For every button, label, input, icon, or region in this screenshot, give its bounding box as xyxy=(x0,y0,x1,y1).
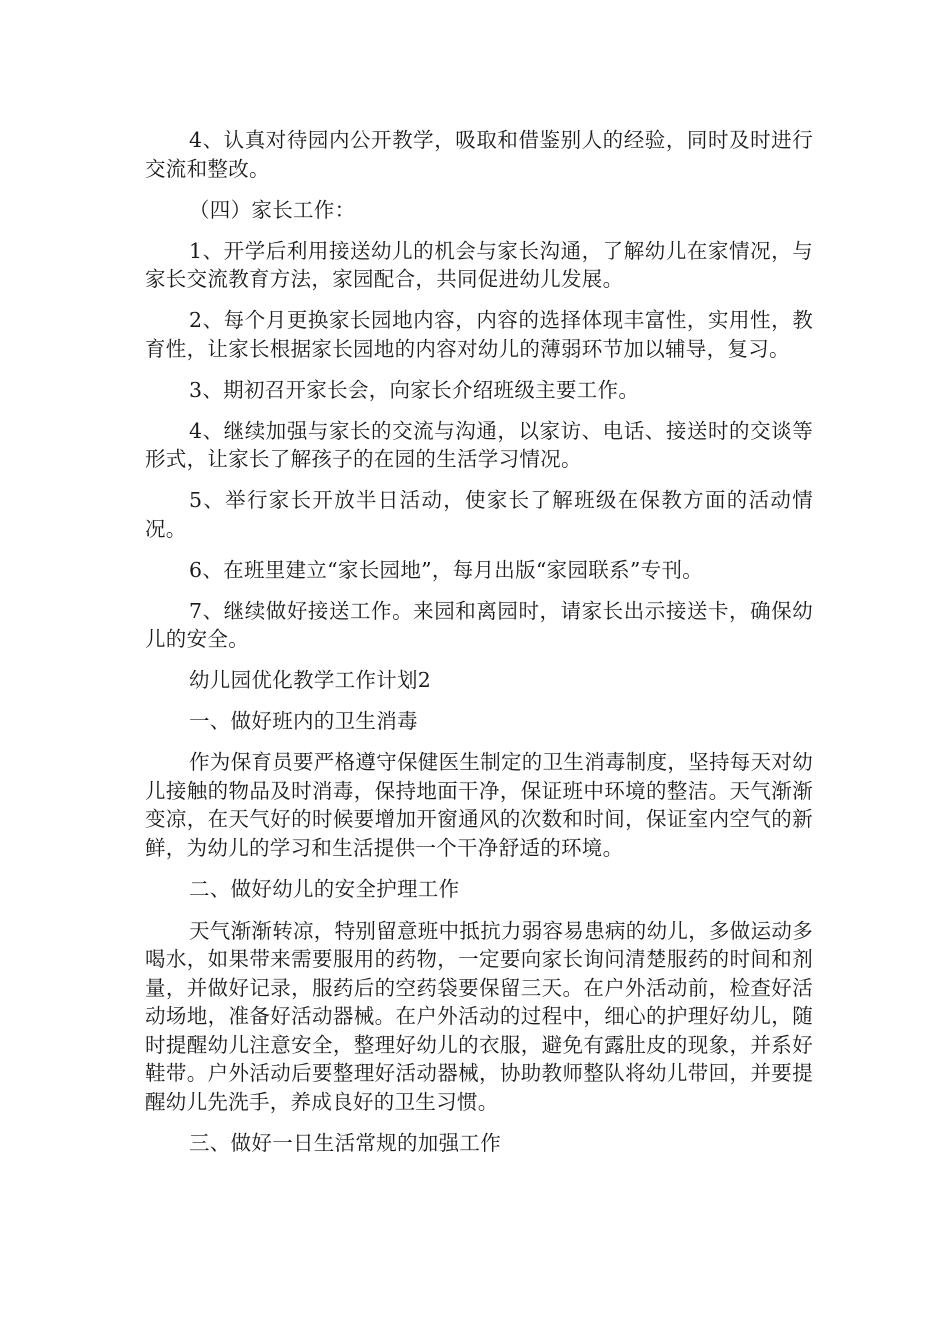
heading-section-1: 一、做好班内的卫生消毒 xyxy=(189,709,418,733)
paragraph-teaching-item-4: 4、认真对待园内公开教学，吸取和借鉴别人的经验，同时及时进行交流和整改。 xyxy=(145,128,813,181)
paragraph-parent-item-4: 4、继续加强与家长的交流与沟通，以家访、电话、接送时的交谈等形式，让家长了解孩子的在园的生活学习情况。 xyxy=(145,418,813,471)
paragraph-parent-item-2: 2、每个月更换家长园地内容，内容的选择体现丰富性，实用性，教育性，让家长根据家长园地的内容对幼儿的薄弱环节加以辅导，复习。 xyxy=(145,308,813,361)
document-title-plan-2: 幼儿园优化教学工作计划2 xyxy=(189,668,432,692)
heading-section-3: 三、做好一日生活常规的加强工作 xyxy=(189,1131,501,1155)
paragraph-parent-item-7: 7、继续做好接送工作。来园和离园时，请家长出示接送卡，确保幼儿的安全。 xyxy=(145,598,813,651)
paragraph-parent-item-1: 1、开学后利用接送幼儿的机会与家长沟通，了解幼儿在家情况，与家长交流教育方法，家园配合，共同促进幼儿发展。 xyxy=(145,238,813,291)
paragraph-parent-item-3: 3、期初召开家长会，向家长介绍班级主要工作。 xyxy=(189,377,640,402)
paragraph-parent-item-6: 6、在班里建立“家长园地”，每月出版“家园联系”专刊。 xyxy=(189,557,704,582)
paragraph-parent-item-5: 5、举行家长开放半日活动，使家长了解班级在保教方面的活动情况。 xyxy=(145,488,813,541)
paragraph-hygiene: 作为保育员要严格遵守保健医生制定的卫生消毒制度，坚持每天对幼儿接触的物品及时消毒，保持地面干净，保证班中环境的整洁。天气渐渐变凉，在天气好的时候要增加开窗通风的次数和时间，保证室内空气的新鲜，为幼儿的学习和生活提供一个干净舒适的环境。 xyxy=(145,750,813,860)
document-page xyxy=(145,126,813,1158)
heading-section-2: 二、做好幼儿的安全护理工作 xyxy=(189,877,460,901)
heading-parent-work: （四）家长工作： xyxy=(189,197,356,222)
paragraph-safety-care: 天气渐渐转凉，特别留意班中抵抗力弱容易患病的幼儿，多做运动多喝水，如果带来需要服用的药物，一定要向家长询问清楚服药的时间和剂量，并做好记录，服药后的空药袋要保留三天。在户外活动前，检查好活动场地，准备好活动器械。在户外活动的过程中，细心的护理好幼儿，随时提醒幼儿注意安全，整理好幼儿的衣服，避免有露肚皮的现象，并系好鞋带。户外活动后要整理好活动器械，协助教师整队将幼儿带回，并要提醒幼儿先洗手，养成良好的卫生习惯。 xyxy=(145,918,813,1114)
